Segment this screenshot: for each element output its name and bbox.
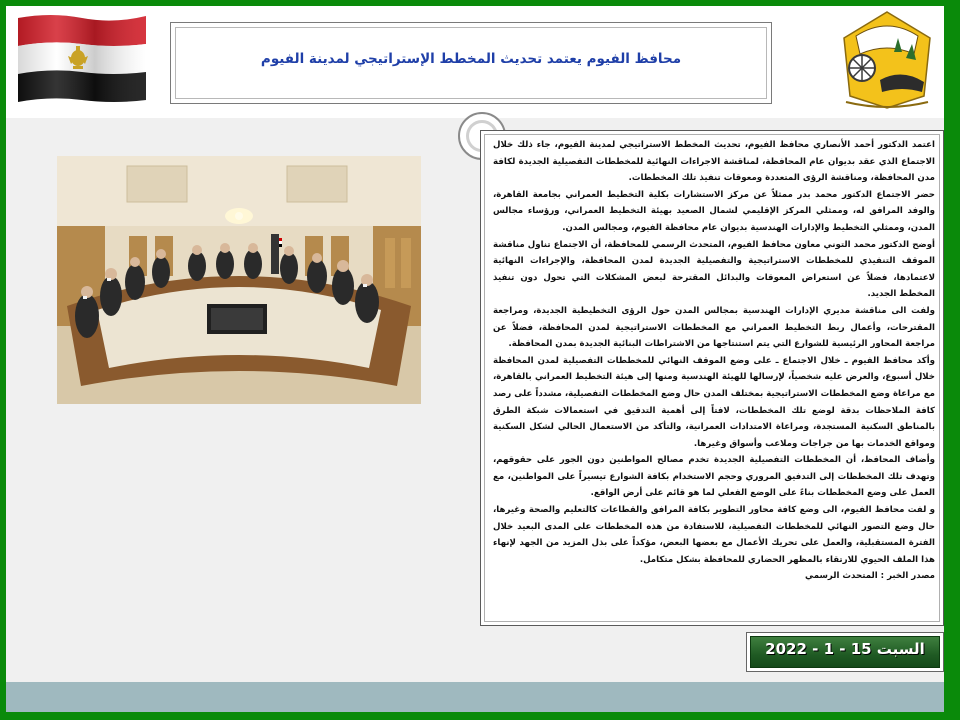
article-paragraph: وأكد محافظ الفيوم ـ خلال الاجتماع ـ على وضع الموقف النهائي للمخططات التفصيلية لمدن المحافظة خلال أسبوع، والعرض عليه شخصياً، لإرسالها للهيئة الهندسية ومنها إلى هيئة التخطيط العمراني بالقاهرة، مع مراعاة وضع المخططات الاستراتيجية بمختلف المدن حال وضع المخططات التفصيلية، مشدداً على رصد كافة الملاحظات بدقة لوضع تلك المخططات، لافتاً إلى أهمية التدقيق في استعمالات شبكة الطرق بالمناطق السكنية المستجدة، ومراعاة الامتدادات العمرانية، والتأكد من الاستعمال الحالي لشكل السكنية ومواقع الخدمات بها من جراجات وملاعب وأسواق وغيرها. (493, 355, 935, 449)
article-paragraph: و لفت محافظ الفيوم، الى وضع كافة محاور التطوير بكافة المرافق والقطاعات كالتعليم والصحة وغيرها، حال وضع التصور النهائي للمخططات التفصيلية، للاستفادة من هذه المخططات على المدى البعيد خلال الفترة المستقبلية، والعمل على تحريك الأعمال مع بعضها البعض، مؤكداً على بذل المزيد من الجهد لإنهاء هذا الملف الحيوي للارتقاء بالمظهر الحضاري للمحافظة بشكل متكامل. (493, 505, 935, 565)
article-paragraph: اعتمد الدكتور أحمد الأنصاري محافظ الفيوم، تحديث المخطط الاستراتيجي لمدينة الفيوم، جاء ذلك خلال الاجتماع الذي عقد بديوان عام المحافظة، لمناقشة الاجراءات النهائية للمخططات التفصيلية الجديدة لكافة مدن المحافظة، ومناقشة الرؤى المتعددة ومعوقات تنفيذ تلك المخططات. (493, 140, 935, 184)
date-badge (746, 632, 944, 672)
page-frame (6, 6, 944, 712)
date-text: السبت 15 - 1 - 2022 (765, 640, 925, 658)
article-paragraph: أوضح الدكتور محمد التوني معاون محافظ الفيوم، المتحدث الرسمي للمحافظة، أن الاجتماع تناول مناقشة الموقف التنفيذي للمخططات الاستراتيجية والتفصيلية الجديدة لمدن المحافظة، والإجراءات النهائية لاعتمادها، فضلاً عن استعراض المعوقات والبدائل المقترحة لبعض المشكلات التي تحول دون تنفيذ المخطط الجديد. (493, 239, 935, 300)
governorate-logo-icon (832, 8, 942, 112)
article-paragraph: حضر الاجتماع الدكتور محمد بدر ممثلاً عن مركز الاستشارات بكلية التخطيط العمراني بجامعة القاهرة، والوفد المرافق له، وممثلي المركز الإقليمي لشمال الصعيد بهيئة التخطيط العمراني، ورؤساء مجالس المدن، وممثلي التخطيط والإدارات الهندسية بديوان عام محافظة الفيوم، ومجالس المدن. (493, 189, 935, 233)
article-paragraph: وأضاف المحافظ، أن المخططات التفصيلية الجديدة تخدم مصالح المواطنين دون الجور على حقوقهم، وتهدف تلك المخططات إلى التدفيق المروري وحجم الاستخدام بكافة الشوارع تيسيراً على المواطنين، مع العمل على وضع المخططات بناءً على الوضع الفعلي لما هو قائم على أرض الواقع. (493, 455, 935, 499)
article-box (480, 130, 944, 626)
article-paragraph: ولفت الى مناقشة مديري الإدارات الهندسية بمجالس المدن حول الرؤى التخطيطية الجديدة، ومراجعة المقترحات، وأعمال ربط التخطيط العمراني مع المخططات الاستراتيجية لمدن المحافظة، فضلاً عن مراجعة المحاور الرئيسية للشوارع التي يتم استنتاجها من الاشتراطات البنائية الجديدة بمدن المحافظة. (493, 305, 935, 350)
article-source: مصدر الخبر : المتحدث الرسمي (805, 571, 935, 582)
title-box (170, 22, 772, 104)
bottom-band (6, 682, 944, 712)
page-title: محافظ الفيوم يعتمد تحديث المخطط الإستراتيجي لمدينة الفيوم (260, 51, 682, 67)
meeting-photo (57, 156, 421, 404)
header (6, 6, 944, 118)
egypt-flag-icon (16, 12, 148, 104)
article-body (493, 137, 935, 585)
